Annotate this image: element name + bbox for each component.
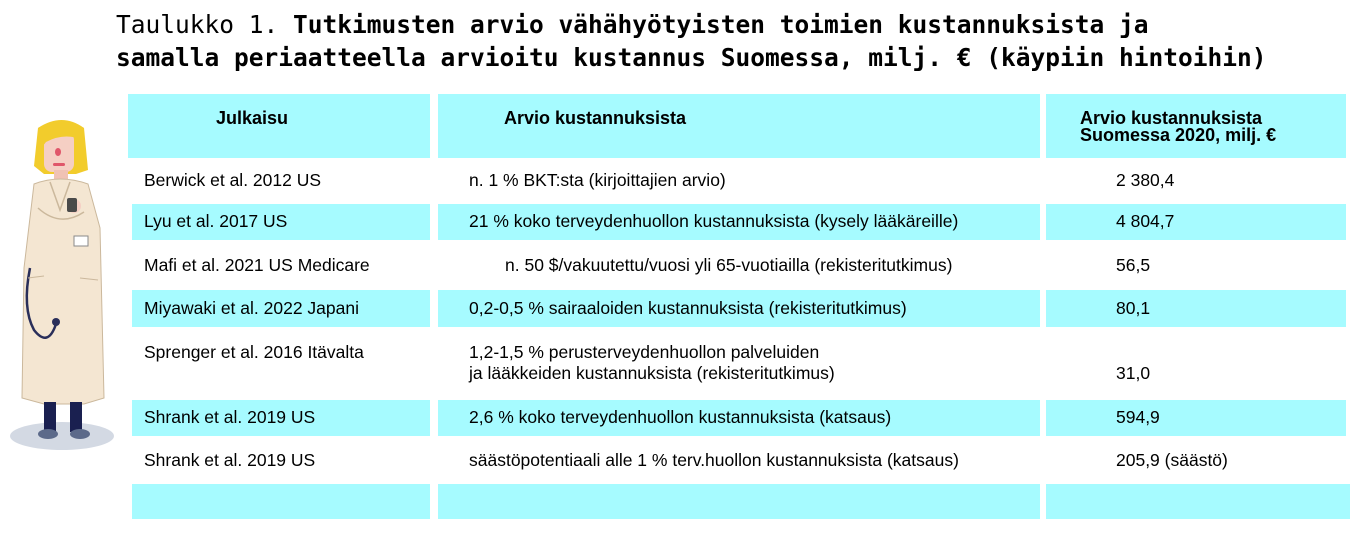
table-row-7-finland (1046, 443, 1346, 479)
header-publication (128, 94, 430, 158)
row-1-publication: Berwick et al. 2012 US (144, 170, 322, 190)
row-5-finland: 31,0 (1116, 363, 1151, 383)
table-row-3-finland (1046, 248, 1346, 284)
row-6-estimate: 2,6 % koko terveydenhuollon kustannuksista (katsaus) (469, 407, 892, 427)
row-4-finland: 80,1 (1116, 298, 1151, 318)
row-6-finland: 594,9 (1116, 407, 1160, 427)
row-4-publication: Miyawaki et al. 2022 Japani (144, 298, 359, 318)
table-row-6-finland (1046, 400, 1346, 436)
table-row-2-estimate (438, 204, 1040, 240)
table-row-1-estimate (438, 163, 1040, 199)
header-estimate-label: Arvio kustannuksista (504, 108, 687, 128)
table-number: Taulukko 1. (116, 10, 279, 39)
row-2-finland: 4 804,7 (1116, 211, 1175, 231)
table-row-6-estimate (438, 400, 1040, 436)
row-3-publication: Mafi et al. 2021 US Medicare (144, 255, 370, 275)
table-row-2-finland (1046, 204, 1346, 240)
row-5-estimate-line-2: ja lääkkeiden kustannuksista (rekisteritutkimus) (469, 363, 835, 383)
table-row-7-publication (128, 443, 430, 479)
table-row-3-estimate (438, 248, 1040, 284)
table-footer-estimate (438, 484, 1040, 519)
table-row-4-estimate (438, 290, 1040, 327)
table-row-6-publication (132, 400, 430, 436)
header-finland-line-2: Suomessa 2020, milj. € (1080, 125, 1277, 145)
row-7-finland: 205,9 (säästö) (1116, 450, 1228, 470)
row-2-estimate: 21 % koko terveydenhuollon kustannuksista (kysely lääkäreille) (469, 211, 959, 231)
title-line-2: samalla periaatteella arvioitu kustannus Suomessa, milj. € (käypiin hintoihin) (116, 43, 1267, 72)
row-2-publication: Lyu et al. 2017 US (144, 211, 288, 231)
header-publication-label: Julkaisu (216, 108, 289, 128)
table-row-4-finland (1046, 290, 1346, 327)
row-5-publication: Sprenger et al. 2016 Itävalta (144, 342, 364, 362)
row-4-estimate: 0,2-0,5 % sairaaloiden kustannuksista (rekisteritutkimus) (469, 298, 907, 318)
table-row-1-finland (1046, 163, 1346, 199)
row-1-finland: 2 380,4 (1116, 170, 1175, 190)
row-3-estimate: n. 50 $/vakuutettu/vuosi yli 65-vuotiailla (rekisteritutkimus) (505, 255, 953, 275)
table-row-5-finland (1046, 334, 1346, 394)
table-row-7-estimate (438, 443, 1040, 479)
header-finland-line-1: Arvio kustannuksista (1080, 108, 1263, 128)
table-row-5-estimate (438, 334, 1040, 394)
table-row-3-publication (128, 248, 430, 284)
table-footer-finland (1046, 484, 1350, 519)
table-row-2-publication (132, 204, 430, 240)
header-estimate (438, 94, 1040, 158)
title-line-1 (116, 8, 1361, 41)
table-footer-publication (132, 484, 430, 519)
table-row-5-publication (128, 334, 430, 394)
table-row-1-publication (128, 163, 430, 199)
row-6-publication: Shrank et al. 2019 US (144, 407, 316, 427)
doctor-illustration-icon (4, 118, 116, 463)
row-1-estimate: n. 1 % BKT:sta (kirjoittajien arvio) (469, 170, 726, 190)
row-3-finland: 56,5 (1116, 255, 1151, 275)
title-text-1: Tutkimusten arvio vähähyötyisten toimien kustannuksista ja (293, 10, 1149, 39)
header-finland (1046, 94, 1346, 158)
table-title (116, 8, 1361, 74)
table-row-4-publication (132, 290, 430, 327)
row-5-estimate-line-1: 1,2-1,5 % perusterveydenhuollon palveluiden (469, 342, 820, 362)
row-7-estimate: säästöpotentiaali alle 1 % terv.huollon kustannuksista (katsaus) (469, 450, 959, 470)
row-7-publication: Shrank et al. 2019 US (144, 450, 316, 470)
